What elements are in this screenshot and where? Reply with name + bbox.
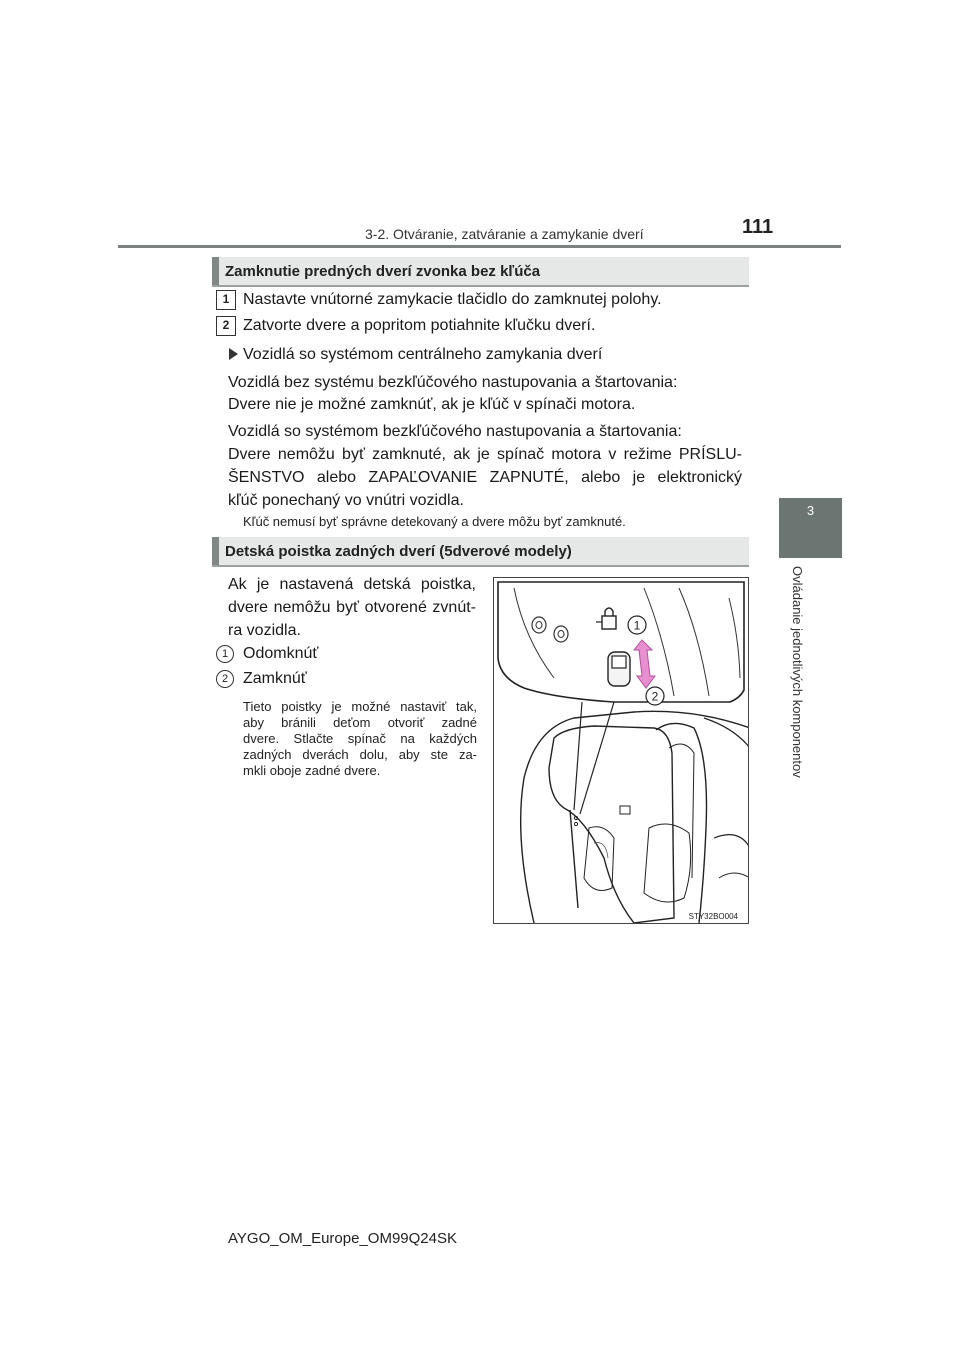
step-number-2: 2 (216, 316, 236, 336)
child-lock-note-line2: aby bránili deťom otvoriť zadné (243, 715, 477, 730)
step-2-text: Zatvorte dvere a popritom potiahnite kľučku dverí. (243, 317, 596, 334)
child-lock-note-line3: dvere. Stlačte spínač na každých (243, 731, 477, 746)
car-door-drawing (494, 578, 749, 924)
paragraph-no-keyless-line1: Vozidlá bez systému bezkľúčového nastupovania a štartovania: (228, 374, 678, 391)
section-heading-text: Detská poistka zadných dverí (5dverové modely) (225, 543, 572, 560)
child-lock-intro-line1: Ak je nastavená detská poistka, (228, 576, 476, 593)
paragraph-keyless-line4: kľúč ponechaný vo vnútri vozidla. (228, 492, 464, 509)
item-unlock-text: Odomknúť (243, 645, 319, 662)
step-1-text: Nastavte vnútorné zamykacie tlačidlo do zamknutej polohy. (243, 291, 662, 308)
section-heading-front-door-lock (212, 257, 749, 287)
section-heading-child-lock (212, 537, 749, 567)
paragraph-keyless-line3: ŠENSTVO alebo ZAPAĽOVANIE ZAPNUTÉ, alebo je elektronický (228, 469, 742, 486)
paragraph-keyless-line2: Dvere nemôžu byť zamknuté, ak je spínač motora v režime PRÍSLU- (228, 446, 742, 463)
header-divider (118, 245, 841, 248)
item-lock-text: Zamknúť (243, 670, 307, 687)
child-lock-note-line5: mkli oboje zadné dvere. (243, 763, 381, 778)
footer-document-id: AYGO_OM_Europe_OM99Q24SK (228, 1230, 457, 1247)
callout-1: 1 (633, 618, 641, 633)
item-number-1: 1 (216, 645, 234, 663)
page-number: 111 (742, 216, 774, 238)
note-key-detection: Kľúč nemusí byť správne detekovaný a dvere môžu byť zamknuté. (243, 514, 626, 529)
bullet-triangle-icon (229, 348, 238, 360)
paragraph-keyless-line1: Vozidlá so systémom bezkľúčového nastupovania a štartovania: (228, 423, 682, 440)
item-number-2: 2 (216, 670, 234, 688)
child-lock-note-line1: Tieto poistky je možné nastaviť tak, (243, 699, 477, 714)
child-lock-note-line4: zadných dverách dolu, aby ste za- (243, 747, 477, 762)
figure-code: STY32BO004 (688, 912, 738, 921)
chapter-number: 3 (806, 503, 815, 518)
chapter-title-vertical: Ovládanie jednotlivých komponentov (790, 566, 805, 778)
header-section-title: 3-2. Otváranie, zatváranie a zamykanie dverí (365, 226, 644, 242)
callout-2: 2 (651, 689, 659, 704)
section-heading-text: Zamknutie predných dverí zvonka bez kľúča (225, 263, 541, 280)
child-lock-illustration (493, 577, 749, 924)
child-lock-intro-line2: dvere nemôžu byť otvorené zvnút- (228, 599, 476, 616)
heading-bar (212, 537, 219, 565)
bullet-central-locking: Vozidlá so systémom centrálneho zamykania dverí (243, 346, 603, 363)
paragraph-no-keyless-line2: Dvere nie je možné zamknúť, ak je kľúč v spínači motora. (228, 396, 636, 413)
child-lock-intro-line3: ra vozidla. (228, 622, 301, 639)
step-number-1: 1 (216, 290, 236, 310)
heading-bar (212, 257, 219, 285)
